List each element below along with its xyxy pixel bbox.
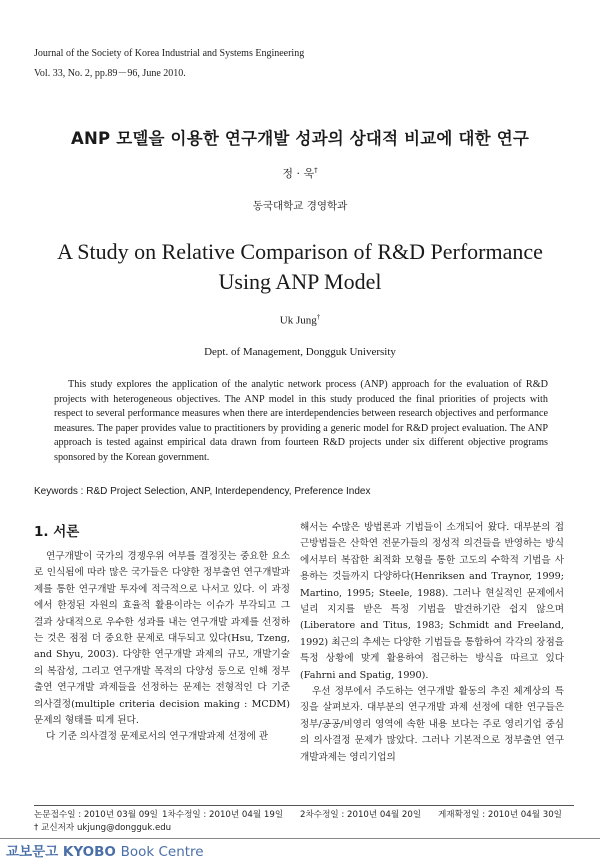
korean-author [0, 165, 600, 181]
kyobo-logo [6, 840, 204, 860]
journal-name: Journal of the Society of Korea Industrial and Systems Engineering [34, 48, 305, 59]
korean-author-name: 정 · 욱 [282, 167, 315, 180]
english-author-mark: † [316, 313, 321, 321]
footer-rule [34, 805, 574, 806]
abstract: This study explores the application of the analytic network process (ANP) approach for the evaluation of R&D projects with heterogeneous objectives. The ANP model in this study produced the final priorities of projects with respect to several performance measures when there are interdependencies between research objectives and performance measures. The paper provides value to practitioners by providing a generic model for R&D project evaluation. The ANP approach is tested against empirical data drawn from fourteen R&D projects under six different objective programs sponsored by the Korean government. [54, 379, 548, 463]
accepted-date: 게재확정일 : 2010년 04월 30일 [438, 810, 562, 820]
journal-volume: Vol. 33, No. 2, pp.89－96, June 2010. [34, 68, 186, 79]
korean-author-mark: † [314, 166, 318, 175]
footer-dates [34, 808, 574, 820]
english-title-line1: A Study on Relative Comparison of R&D Performance [57, 239, 543, 264]
english-title-line2: Using ANP Model [218, 269, 382, 294]
left-paragraph-1: 연구개발이 국가의 경쟁우위 여부를 결정짓는 중요한 요소로 인식됨에 따라 많은 국가들은 다양한 정부출연 연구개발과제를 통한 연구개발 투자에 적극적으로 나서고 있다. 이 과정에서 한정된 자원의 효율적 활용이라는 이슈가 부각되고 그 결과 상대적으로 우수한 성과를 내는 연구개발 과제를 선정하는 것은 점점 더 중요한 문제로 대두되고 있다(Hsu, Tzeng, and Shyu, 2003). 다양한 연구개발 과제의 규모, 개발기술의 복잡성, 그리고 연구개발 목적의 다양성 등으로 인해 정부출연 연구개발 과제들을 선정하는 문제는 전형적인 다 기준 의사결정(multiple criteria decision making : MCDM) 문제의 형태를 띠게 된다. [34, 551, 290, 727]
bottom-rule [0, 838, 600, 839]
brand-suffix: Book Centre [120, 844, 204, 860]
right-paragraph-2: 우선 정부에서 주도하는 연구개발 활동의 추진 체계상의 특징을 살펴보자. 대부분의 연구개발 과제 선정에 대한 연구들은 정부/공공/비영리 영역에 속한 내용 보다는 주로 영리기업 중심의 의사결정 문제가 많았다. 그러나 기본적으로 정부출연 연구개발과제는 영리기업의 [300, 686, 564, 763]
right-column [300, 520, 564, 766]
brand-latin: KYOBO [62, 844, 116, 860]
revised1-date: 1차수정일 : 2010년 04월 19일 [162, 810, 284, 820]
brand-korean: 교보문고 [6, 844, 59, 860]
english-author-name: Uk Jung [279, 314, 317, 327]
keywords [34, 486, 574, 497]
english-title [0, 237, 600, 297]
keywords-text: R&D Project Selection, ANP, Interdependency, Preference Index [86, 486, 371, 497]
korean-title: ANP 모델을 이용한 연구개발 성과의 상대적 비교에 대한 연구 [70, 129, 530, 148]
corresponding-author: † 교신저자 ukjung@dongguk.edu [34, 823, 172, 833]
keywords-label: Keywords : [34, 486, 87, 497]
section-heading: 1. 서론 [34, 524, 80, 540]
english-author [0, 313, 600, 327]
korean-affiliation: 동국대학교 경영학과 [252, 200, 348, 212]
left-column [34, 549, 290, 746]
received-date: 논문접수일 : 2010년 03월 09일 [34, 810, 158, 820]
right-paragraph-1: 해서는 수많은 방법론과 기법들이 소개되어 왔다. 대부분의 접근방법들은 산학연 전문가들의 정성적 의견들을 반영하는 방식에서부터 복잡한 최적화 모형을 통한 고도의 수학적 기법을 사용하는 것들까지 다양하다(Henriksen and Traynor, 1999; Martino, 1995; Steele, 1988). 그러나 현실적인 문제에서 널리 지지를 받은 특정 기법을 발견하기란 쉽지 않으며(Liberatore and Titus, 1983; Schmidt and Freeland, 1992) 최근의 추세는 다양한 기법들을 통합하여 각각의 장점을 특정 상황에 맞게 활용하여 접근하는 방식을 따르고 있다(Fahrni and Spatig, 1990). [300, 522, 564, 681]
left-paragraph-2: 다 기준 의사결정 문제로서의 연구개발과제 선정에 관 [46, 731, 269, 743]
english-affiliation: Dept. of Management, Dongguk University [204, 346, 396, 358]
revised2-date: 2차수정일 : 2010년 04월 20일 [300, 810, 422, 820]
